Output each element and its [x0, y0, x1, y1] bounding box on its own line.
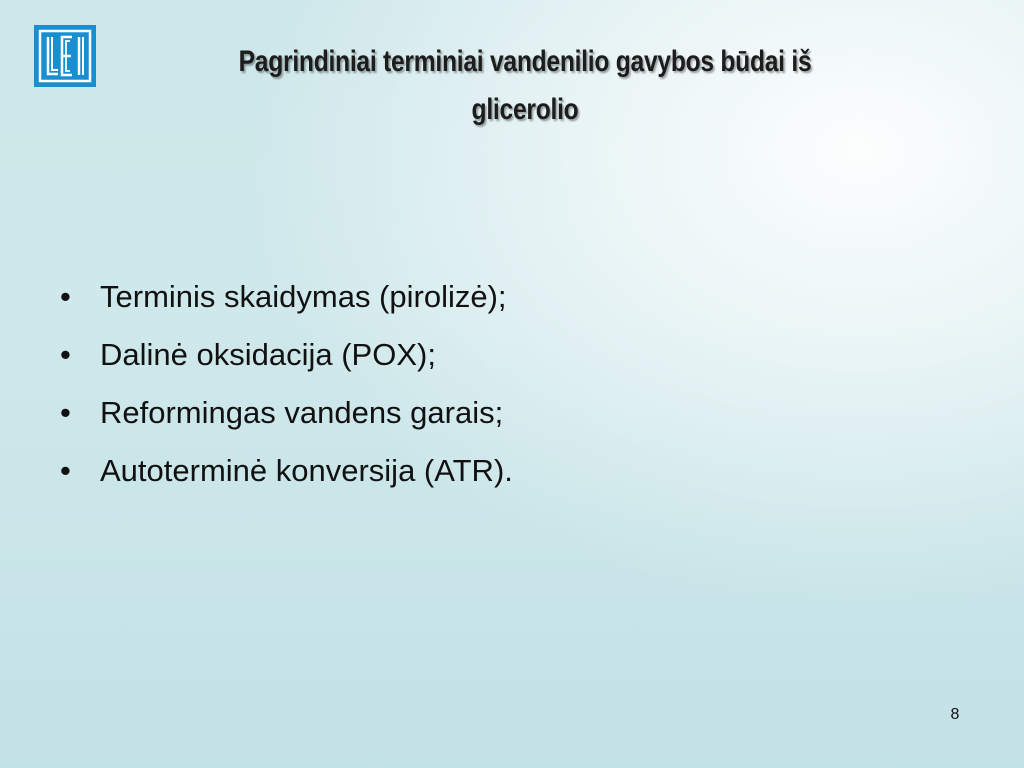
bullet-icon: •	[60, 395, 71, 430]
bullet-icon: •	[60, 279, 71, 314]
list-item-text: Dalinė oksidacija (POX);	[100, 337, 436, 372]
list-item-text: Terminis skaidymas (pirolizė);	[100, 279, 507, 314]
lei-logo-icon	[34, 25, 96, 87]
bullet-list	[60, 278, 513, 510]
list-item	[60, 394, 513, 432]
list-item	[60, 278, 513, 316]
slide-title: Pagrindiniai terminiai vandenilio gavybos būdai iš glicerolio	[238, 45, 812, 126]
bullet-icon: •	[60, 453, 71, 488]
page-number: 8	[950, 706, 960, 723]
bullet-icon: •	[60, 337, 71, 372]
list-item	[60, 452, 513, 490]
list-item	[60, 336, 513, 374]
list-item-text: Reformingas vandens garais;	[100, 395, 504, 430]
list-item-text: Autoterminė konversija (ATR).	[100, 453, 513, 488]
